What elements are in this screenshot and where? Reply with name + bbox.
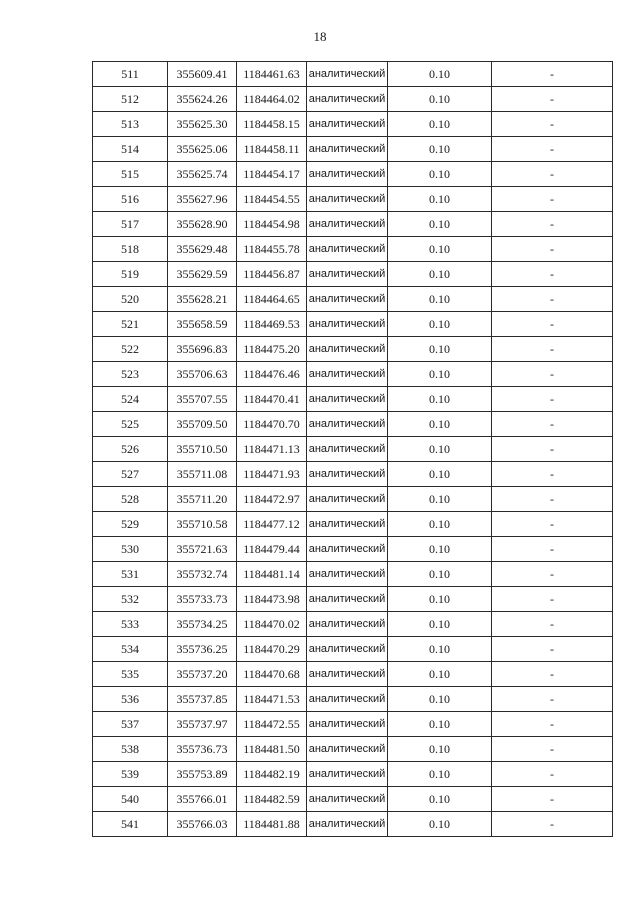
y-coordinate-cell: 1184470.70 — [237, 412, 307, 437]
table-row — [93, 87, 613, 112]
method-cell: аналитический — [307, 712, 388, 737]
method-cell: аналитический — [307, 387, 388, 412]
y-coordinate-cell: 1184461.63 — [237, 62, 307, 87]
accuracy-cell: 0.10 — [388, 337, 492, 362]
y-coordinate-cell: 1184482.59 — [237, 787, 307, 812]
point-number-cell: 519 — [93, 262, 168, 287]
point-number-cell: 523 — [93, 362, 168, 387]
x-coordinate-cell: 355707.55 — [168, 387, 237, 412]
note-cell: - — [492, 762, 613, 787]
note-cell: - — [492, 637, 613, 662]
table-row — [93, 187, 613, 212]
y-coordinate-cell: 1184455.78 — [237, 237, 307, 262]
table-row — [93, 62, 613, 87]
method-cell: аналитический — [307, 562, 388, 587]
table-row — [93, 637, 613, 662]
table-row — [93, 437, 613, 462]
coordinates-table — [92, 61, 613, 837]
note-cell: - — [492, 462, 613, 487]
table-row — [93, 487, 613, 512]
table-row — [93, 812, 613, 837]
method-cell: аналитический — [307, 812, 388, 837]
table-row — [93, 162, 613, 187]
accuracy-cell: 0.10 — [388, 587, 492, 612]
table-row — [93, 312, 613, 337]
table-row — [93, 662, 613, 687]
y-coordinate-cell: 1184481.88 — [237, 812, 307, 837]
point-number-cell: 511 — [93, 62, 168, 87]
point-number-cell: 524 — [93, 387, 168, 412]
accuracy-cell: 0.10 — [388, 412, 492, 437]
page-number: 18 — [313, 29, 327, 44]
y-coordinate-cell: 1184471.13 — [237, 437, 307, 462]
x-coordinate-cell: 355706.63 — [168, 362, 237, 387]
accuracy-cell: 0.10 — [388, 162, 492, 187]
table-row — [93, 512, 613, 537]
x-coordinate-cell: 355736.73 — [168, 737, 237, 762]
y-coordinate-cell: 1184470.02 — [237, 612, 307, 637]
y-coordinate-cell: 1184473.98 — [237, 587, 307, 612]
table-row — [93, 337, 613, 362]
accuracy-cell: 0.10 — [388, 362, 492, 387]
method-cell: аналитический — [307, 362, 388, 387]
note-cell: - — [492, 187, 613, 212]
note-cell: - — [492, 687, 613, 712]
x-coordinate-cell: 355696.83 — [168, 337, 237, 362]
table-row — [93, 537, 613, 562]
table-row — [93, 412, 613, 437]
method-cell: аналитический — [307, 537, 388, 562]
point-number-cell: 526 — [93, 437, 168, 462]
method-cell: аналитический — [307, 62, 388, 87]
table-row — [93, 137, 613, 162]
method-cell: аналитический — [307, 112, 388, 137]
x-coordinate-cell: 355721.63 — [168, 537, 237, 562]
x-coordinate-cell: 355766.01 — [168, 787, 237, 812]
table-row — [93, 112, 613, 137]
method-cell: аналитический — [307, 287, 388, 312]
note-cell: - — [492, 512, 613, 537]
accuracy-cell: 0.10 — [388, 487, 492, 512]
x-coordinate-cell: 355628.21 — [168, 287, 237, 312]
x-coordinate-cell: 355711.20 — [168, 487, 237, 512]
accuracy-cell: 0.10 — [388, 462, 492, 487]
note-cell: - — [492, 737, 613, 762]
accuracy-cell: 0.10 — [388, 562, 492, 587]
note-cell: - — [492, 587, 613, 612]
accuracy-cell: 0.10 — [388, 212, 492, 237]
point-number-cell: 528 — [93, 487, 168, 512]
x-coordinate-cell: 355658.59 — [168, 312, 237, 337]
accuracy-cell: 0.10 — [388, 237, 492, 262]
y-coordinate-cell: 1184481.14 — [237, 562, 307, 587]
y-coordinate-cell: 1184471.93 — [237, 462, 307, 487]
y-coordinate-cell: 1184454.17 — [237, 162, 307, 187]
point-number-cell: 513 — [93, 112, 168, 137]
x-coordinate-cell: 355709.50 — [168, 412, 237, 437]
method-cell: аналитический — [307, 737, 388, 762]
note-cell: - — [492, 62, 613, 87]
accuracy-cell: 0.10 — [388, 812, 492, 837]
note-cell: - — [492, 337, 613, 362]
accuracy-cell: 0.10 — [388, 262, 492, 287]
accuracy-cell: 0.10 — [388, 512, 492, 537]
table-row — [93, 262, 613, 287]
x-coordinate-cell: 355627.96 — [168, 187, 237, 212]
y-coordinate-cell: 1184454.55 — [237, 187, 307, 212]
note-cell: - — [492, 287, 613, 312]
accuracy-cell: 0.10 — [388, 187, 492, 212]
x-coordinate-cell: 355734.25 — [168, 612, 237, 637]
table-row — [93, 612, 613, 637]
x-coordinate-cell: 355711.08 — [168, 462, 237, 487]
x-coordinate-cell: 355737.20 — [168, 662, 237, 687]
note-cell: - — [492, 412, 613, 437]
y-coordinate-cell: 1184456.87 — [237, 262, 307, 287]
point-number-cell: 521 — [93, 312, 168, 337]
x-coordinate-cell: 355732.74 — [168, 562, 237, 587]
note-cell: - — [492, 562, 613, 587]
point-number-cell: 515 — [93, 162, 168, 187]
note-cell: - — [492, 112, 613, 137]
accuracy-cell: 0.10 — [388, 712, 492, 737]
point-number-cell: 517 — [93, 212, 168, 237]
accuracy-cell: 0.10 — [388, 287, 492, 312]
table-row — [93, 462, 613, 487]
y-coordinate-cell: 1184475.20 — [237, 337, 307, 362]
accuracy-cell: 0.10 — [388, 762, 492, 787]
point-number-cell: 537 — [93, 712, 168, 737]
y-coordinate-cell: 1184476.46 — [237, 362, 307, 387]
note-cell: - — [492, 137, 613, 162]
x-coordinate-cell: 355624.26 — [168, 87, 237, 112]
x-coordinate-cell: 355629.59 — [168, 262, 237, 287]
table-row — [93, 762, 613, 787]
method-cell: аналитический — [307, 787, 388, 812]
point-number-cell: 520 — [93, 287, 168, 312]
y-coordinate-cell: 1184481.50 — [237, 737, 307, 762]
method-cell: аналитический — [307, 762, 388, 787]
x-coordinate-cell: 355766.03 — [168, 812, 237, 837]
point-number-cell: 532 — [93, 587, 168, 612]
method-cell: аналитический — [307, 337, 388, 362]
accuracy-cell: 0.10 — [388, 137, 492, 162]
accuracy-cell: 0.10 — [388, 87, 492, 112]
y-coordinate-cell: 1184479.44 — [237, 537, 307, 562]
y-coordinate-cell: 1184470.68 — [237, 662, 307, 687]
x-coordinate-cell: 355753.89 — [168, 762, 237, 787]
y-coordinate-cell: 1184477.12 — [237, 512, 307, 537]
note-cell: - — [492, 487, 613, 512]
accuracy-cell: 0.10 — [388, 662, 492, 687]
accuracy-cell: 0.10 — [388, 62, 492, 87]
x-coordinate-cell: 355733.73 — [168, 587, 237, 612]
method-cell: аналитический — [307, 137, 388, 162]
table-row — [93, 237, 613, 262]
x-coordinate-cell: 355625.74 — [168, 162, 237, 187]
point-number-cell: 536 — [93, 687, 168, 712]
table-row — [93, 587, 613, 612]
x-coordinate-cell: 355736.25 — [168, 637, 237, 662]
point-number-cell: 534 — [93, 637, 168, 662]
accuracy-cell: 0.10 — [388, 612, 492, 637]
note-cell: - — [492, 387, 613, 412]
method-cell: аналитический — [307, 262, 388, 287]
method-cell: аналитический — [307, 487, 388, 512]
method-cell: аналитический — [307, 437, 388, 462]
accuracy-cell: 0.10 — [388, 737, 492, 762]
point-number-cell: 518 — [93, 237, 168, 262]
y-coordinate-cell: 1184464.65 — [237, 287, 307, 312]
note-cell: - — [492, 662, 613, 687]
y-coordinate-cell: 1184470.41 — [237, 387, 307, 412]
point-number-cell: 530 — [93, 537, 168, 562]
point-number-cell: 540 — [93, 787, 168, 812]
accuracy-cell: 0.10 — [388, 437, 492, 462]
point-number-cell: 541 — [93, 812, 168, 837]
y-coordinate-cell: 1184472.97 — [237, 487, 307, 512]
accuracy-cell: 0.10 — [388, 312, 492, 337]
note-cell: - — [492, 87, 613, 112]
method-cell: аналитический — [307, 612, 388, 637]
method-cell: аналитический — [307, 512, 388, 537]
table-row — [93, 687, 613, 712]
note-cell: - — [492, 312, 613, 337]
note-cell: - — [492, 262, 613, 287]
x-coordinate-cell: 355609.41 — [168, 62, 237, 87]
y-coordinate-cell: 1184472.55 — [237, 712, 307, 737]
accuracy-cell: 0.10 — [388, 687, 492, 712]
x-coordinate-cell: 355625.06 — [168, 137, 237, 162]
note-cell: - — [492, 812, 613, 837]
x-coordinate-cell: 355737.85 — [168, 687, 237, 712]
point-number-cell: 516 — [93, 187, 168, 212]
x-coordinate-cell: 355737.97 — [168, 712, 237, 737]
note-cell: - — [492, 212, 613, 237]
y-coordinate-cell: 1184469.53 — [237, 312, 307, 337]
table-row — [93, 362, 613, 387]
method-cell: аналитический — [307, 162, 388, 187]
x-coordinate-cell: 355625.30 — [168, 112, 237, 137]
method-cell: аналитический — [307, 462, 388, 487]
point-number-cell: 514 — [93, 137, 168, 162]
note-cell: - — [492, 362, 613, 387]
table-row — [93, 212, 613, 237]
method-cell: аналитический — [307, 412, 388, 437]
note-cell: - — [492, 712, 613, 737]
accuracy-cell: 0.10 — [388, 112, 492, 137]
coordinates-table-body — [93, 62, 613, 837]
y-coordinate-cell: 1184482.19 — [237, 762, 307, 787]
x-coordinate-cell: 355710.50 — [168, 437, 237, 462]
accuracy-cell: 0.10 — [388, 637, 492, 662]
y-coordinate-cell: 1184458.11 — [237, 137, 307, 162]
point-number-cell: 538 — [93, 737, 168, 762]
y-coordinate-cell: 1184470.29 — [237, 637, 307, 662]
table-row — [93, 787, 613, 812]
method-cell: аналитический — [307, 662, 388, 687]
point-number-cell: 539 — [93, 762, 168, 787]
point-number-cell: 512 — [93, 87, 168, 112]
x-coordinate-cell: 355710.58 — [168, 512, 237, 537]
table-row — [93, 562, 613, 587]
point-number-cell: 531 — [93, 562, 168, 587]
y-coordinate-cell: 1184464.02 — [237, 87, 307, 112]
table-row — [93, 712, 613, 737]
x-coordinate-cell: 355628.90 — [168, 212, 237, 237]
point-number-cell: 529 — [93, 512, 168, 537]
point-number-cell: 533 — [93, 612, 168, 637]
table-row — [93, 737, 613, 762]
point-number-cell: 535 — [93, 662, 168, 687]
note-cell: - — [492, 162, 613, 187]
point-number-cell: 527 — [93, 462, 168, 487]
y-coordinate-cell: 1184471.53 — [237, 687, 307, 712]
note-cell: - — [492, 437, 613, 462]
y-coordinate-cell: 1184454.98 — [237, 212, 307, 237]
point-number-cell: 525 — [93, 412, 168, 437]
x-coordinate-cell: 355629.48 — [168, 237, 237, 262]
note-cell: - — [492, 237, 613, 262]
table-row — [93, 287, 613, 312]
y-coordinate-cell: 1184458.15 — [237, 112, 307, 137]
accuracy-cell: 0.10 — [388, 537, 492, 562]
method-cell: аналитический — [307, 187, 388, 212]
note-cell: - — [492, 787, 613, 812]
note-cell: - — [492, 612, 613, 637]
method-cell: аналитический — [307, 687, 388, 712]
method-cell: аналитический — [307, 212, 388, 237]
note-cell: - — [492, 537, 613, 562]
accuracy-cell: 0.10 — [388, 387, 492, 412]
table-row — [93, 387, 613, 412]
method-cell: аналитический — [307, 587, 388, 612]
method-cell: аналитический — [307, 87, 388, 112]
method-cell: аналитический — [307, 237, 388, 262]
method-cell: аналитический — [307, 312, 388, 337]
accuracy-cell: 0.10 — [388, 787, 492, 812]
point-number-cell: 522 — [93, 337, 168, 362]
method-cell: аналитический — [307, 637, 388, 662]
